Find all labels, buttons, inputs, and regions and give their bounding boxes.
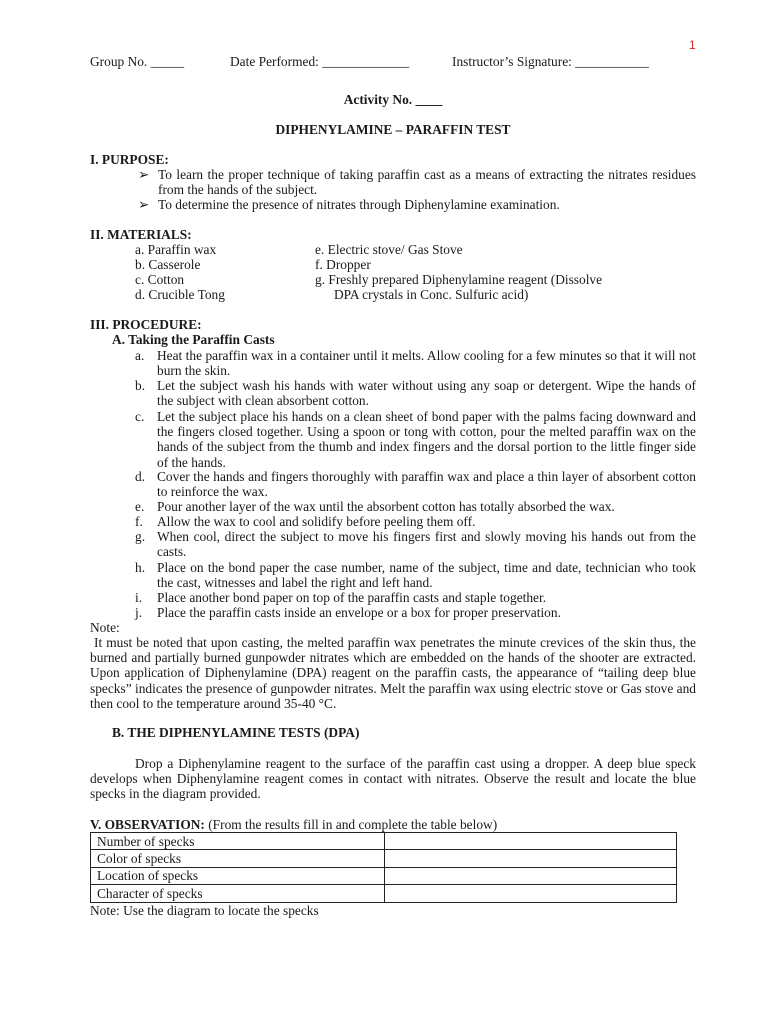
materials-heading: II. MATERIALS: — [90, 227, 192, 242]
purpose-item: ➢ To determine the presence of nitrates through Diphenylamine examination. — [138, 197, 560, 212]
procedure-subheading-b: B. THE DIPHENYLAMINE TESTS (DPA) — [112, 725, 360, 740]
table-row — [91, 867, 677, 884]
table-row — [91, 833, 677, 850]
table-cell-label: Number of specks — [91, 833, 385, 850]
procedure-step: i. Place another bond paper on top of the paraffin casts and staple together. — [135, 590, 547, 605]
purpose-item: ➢ To learn the proper technique of taking paraffin cast as a means of extracting the nitrates residues from the hands of the subject. — [138, 167, 696, 198]
activity-number: Activity No. ____ — [343, 92, 443, 107]
note-label: Note: — [90, 620, 120, 635]
page-title: DIPHENYLAMINE – PARAFFIN TEST — [275, 122, 511, 137]
group-no-field: Group No. _____ — [90, 54, 185, 69]
material-item: e. Electric stove/ Gas Stove — [315, 242, 463, 257]
procedure-step: f. Allow the wax to cool and solidify before peeling them off. — [135, 514, 476, 529]
procedure-subheading-a: A. Taking the Paraffin Casts — [112, 332, 275, 347]
arrow-bullet-icon: ➢ — [138, 197, 150, 212]
material-item: c. Cotton — [135, 272, 185, 287]
procedure-step: c. Let the subject place his hands on a clean sheet of bond paper with the palms facing downward and the fingers closed together. Using a spoon or tong with cotton, pour the melted paraffin wax on the hands of the subject from the thumb and index fingers and the dorsal portion to the little finger side of the hands. — [135, 409, 696, 470]
dpa-paragraph: Drop a Diphenylamine reagent to the surface of the paraffin cast using a dropper. A deep blue speck develops when Diphenylamine reagent comes in contact with nitrates. Observe the result and locate the blue specks in the diagram provided. — [90, 756, 696, 802]
arrow-bullet-icon: ➢ — [138, 167, 150, 182]
material-item: DPA crystals in Conc. Sulfuric acid) — [334, 287, 529, 302]
observation-table — [90, 832, 677, 903]
procedure-step: e. Pour another layer of the wax until the absorbent cotton has totally absorbed the wax. — [135, 499, 615, 514]
observation-line — [90, 817, 497, 832]
table-row — [91, 885, 677, 902]
procedure-step: j. Place the paraffin casts inside an envelope or a box for proper preservation. — [135, 605, 561, 620]
procedure-heading: III. PROCEDURE: — [90, 317, 202, 332]
observation-instruction: (From the results fill in and complete the table below) — [204, 817, 498, 832]
page-number: 1 — [689, 38, 696, 52]
date-performed-field: Date Performed: _____________ — [230, 54, 410, 69]
material-item: f. Dropper — [315, 257, 371, 272]
table-cell-label: Character of specks — [91, 885, 385, 902]
table-row — [91, 850, 677, 867]
table-cell-input[interactable] — [385, 885, 677, 902]
procedure-step: a. Heat the paraffin wax in a container until it melts. Allow cooling for a few minutes so that it will not burn the skin. — [135, 348, 696, 379]
procedure-step: h. Place on the bond paper the case number, name of the subject, time and date, technician who took the cast, witnesses and label the right and left hand. — [135, 560, 696, 591]
material-item: a. Paraffin wax — [135, 242, 217, 257]
table-cell-input[interactable] — [385, 833, 677, 850]
material-item: g. Freshly prepared Diphenylamine reagent (Dissolve — [315, 272, 603, 287]
instructor-signature-field: Instructor’s Signature: ___________ — [452, 54, 649, 69]
table-cell-label: Color of specks — [91, 850, 385, 867]
observation-note: Note: Use the diagram to locate the specks — [90, 903, 319, 918]
observation-heading: V. OBSERVATION: — [90, 817, 205, 832]
material-item: d. Crucible Tong — [135, 287, 225, 302]
procedure-step: b. Let the subject wash his hands with water without using any soap or detergent. Wipe the hands of the subject with clean absorbent cotton. — [135, 378, 696, 409]
table-cell-input[interactable] — [385, 850, 677, 867]
procedure-step: g. When cool, direct the subject to move his fingers first and slowly moving his hands out from the casts. — [135, 529, 696, 560]
note-paragraph: It must be noted that upon casting, the melted paraffin wax penetrates the minute crevices of the skin thus, the burned and partially burned gunpowder nitrates which are embedded on the hands of the shooter are extracted. Upon application of Diphenylamine (DPA) reagent on the paraffin casts, the appearance of “tailing deep blue specks” indicates the presence of gunpowder nitrates. Melt the paraffin wax using electric stove or Gas stove and then cool to the temperature around 35-40 °C. — [90, 635, 700, 711]
procedure-step: d. Cover the hands and fingers thoroughly with paraffin wax and place a thin layer of absorbent cotton to reinforce the wax. — [135, 469, 696, 500]
table-cell-label: Location of specks — [91, 867, 385, 884]
purpose-heading: I. PURPOSE: — [90, 152, 169, 167]
material-item: b. Casserole — [135, 257, 201, 272]
table-cell-input[interactable] — [385, 867, 677, 884]
